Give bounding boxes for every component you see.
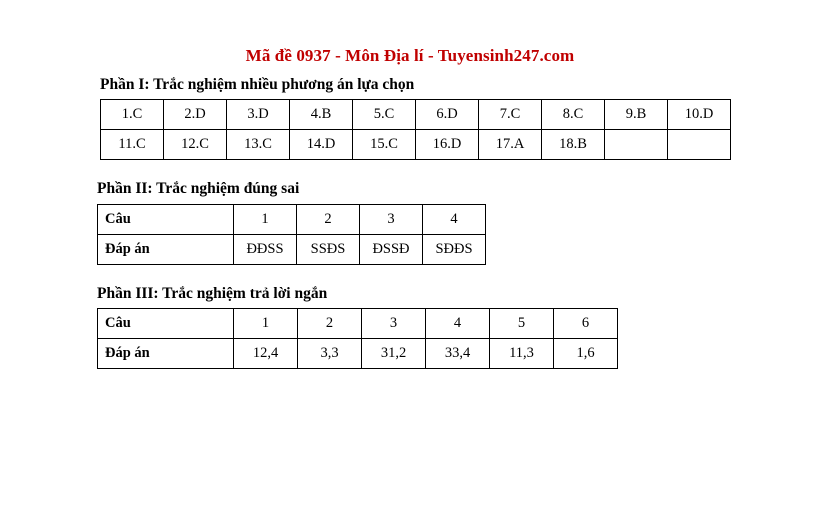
answer-cell: 6.D bbox=[416, 100, 479, 130]
answer-cell: 14.D bbox=[290, 130, 353, 160]
answer-cell: 10.D bbox=[668, 100, 731, 130]
answer-cell: SSĐS bbox=[297, 235, 360, 265]
answer-cell: 2.D bbox=[164, 100, 227, 130]
answer-cell: 7.C bbox=[479, 100, 542, 130]
table-row bbox=[98, 339, 618, 369]
answer-cell: SĐĐS bbox=[423, 235, 486, 265]
table-row bbox=[98, 205, 486, 235]
question-number-cell: 4 bbox=[423, 205, 486, 235]
answer-cell: 13.C bbox=[227, 130, 290, 160]
question-number-cell: 2 bbox=[298, 309, 362, 339]
answer-cell-empty bbox=[605, 130, 668, 160]
answer-cell: 4.B bbox=[290, 100, 353, 130]
question-number-cell: 3 bbox=[360, 205, 423, 235]
answer-cell: 12,4 bbox=[234, 339, 298, 369]
section-heading-part-1: Phần I: Trắc nghiệm nhiều phương án lựa chọn bbox=[100, 76, 415, 93]
answer-cell: ĐSSĐ bbox=[360, 235, 423, 265]
answer-cell-empty bbox=[668, 130, 731, 160]
row-label-answer: Đáp án bbox=[98, 339, 234, 369]
section-heading-part-2: Phần II: Trắc nghiệm đúng sai bbox=[97, 180, 300, 197]
question-number-cell: 2 bbox=[297, 205, 360, 235]
answer-cell: 11,3 bbox=[490, 339, 554, 369]
answer-cell: 16.D bbox=[416, 130, 479, 160]
table-row bbox=[98, 309, 618, 339]
answer-table-part-3 bbox=[97, 308, 618, 369]
row-label-answer: Đáp án bbox=[98, 235, 234, 265]
answer-cell: 5.C bbox=[353, 100, 416, 130]
answer-table-part-2 bbox=[97, 204, 486, 265]
section-heading-part-3: Phần III: Trắc nghiệm trả lời ngắn bbox=[97, 285, 328, 302]
question-number-cell: 3 bbox=[362, 309, 426, 339]
row-label-question: Câu bbox=[98, 309, 234, 339]
answer-cell: 8.C bbox=[542, 100, 605, 130]
row-label-question: Câu bbox=[98, 205, 234, 235]
question-number-cell: 6 bbox=[554, 309, 618, 339]
answer-cell: 12.C bbox=[164, 130, 227, 160]
answer-cell: 3,3 bbox=[298, 339, 362, 369]
table-row bbox=[101, 100, 731, 130]
table-row bbox=[98, 235, 486, 265]
answer-cell: 1.C bbox=[101, 100, 164, 130]
answer-cell: 33,4 bbox=[426, 339, 490, 369]
question-number-cell: 5 bbox=[490, 309, 554, 339]
answer-cell: 15.C bbox=[353, 130, 416, 160]
answer-cell: 9.B bbox=[605, 100, 668, 130]
answer-cell: ĐĐSS bbox=[234, 235, 297, 265]
answer-table-part-1 bbox=[100, 99, 731, 160]
table-row bbox=[101, 130, 731, 160]
answer-cell: 11.C bbox=[101, 130, 164, 160]
answer-cell: 18.B bbox=[542, 130, 605, 160]
answer-cell: 17.A bbox=[479, 130, 542, 160]
answer-cell: 3.D bbox=[227, 100, 290, 130]
question-number-cell: 4 bbox=[426, 309, 490, 339]
question-number-cell: 1 bbox=[234, 309, 298, 339]
answer-cell: 31,2 bbox=[362, 339, 426, 369]
document-title: Mã đề 0937 - Môn Địa lí - Tuyensinh247.com bbox=[245, 46, 575, 65]
question-number-cell: 1 bbox=[234, 205, 297, 235]
answer-cell: 1,6 bbox=[554, 339, 618, 369]
